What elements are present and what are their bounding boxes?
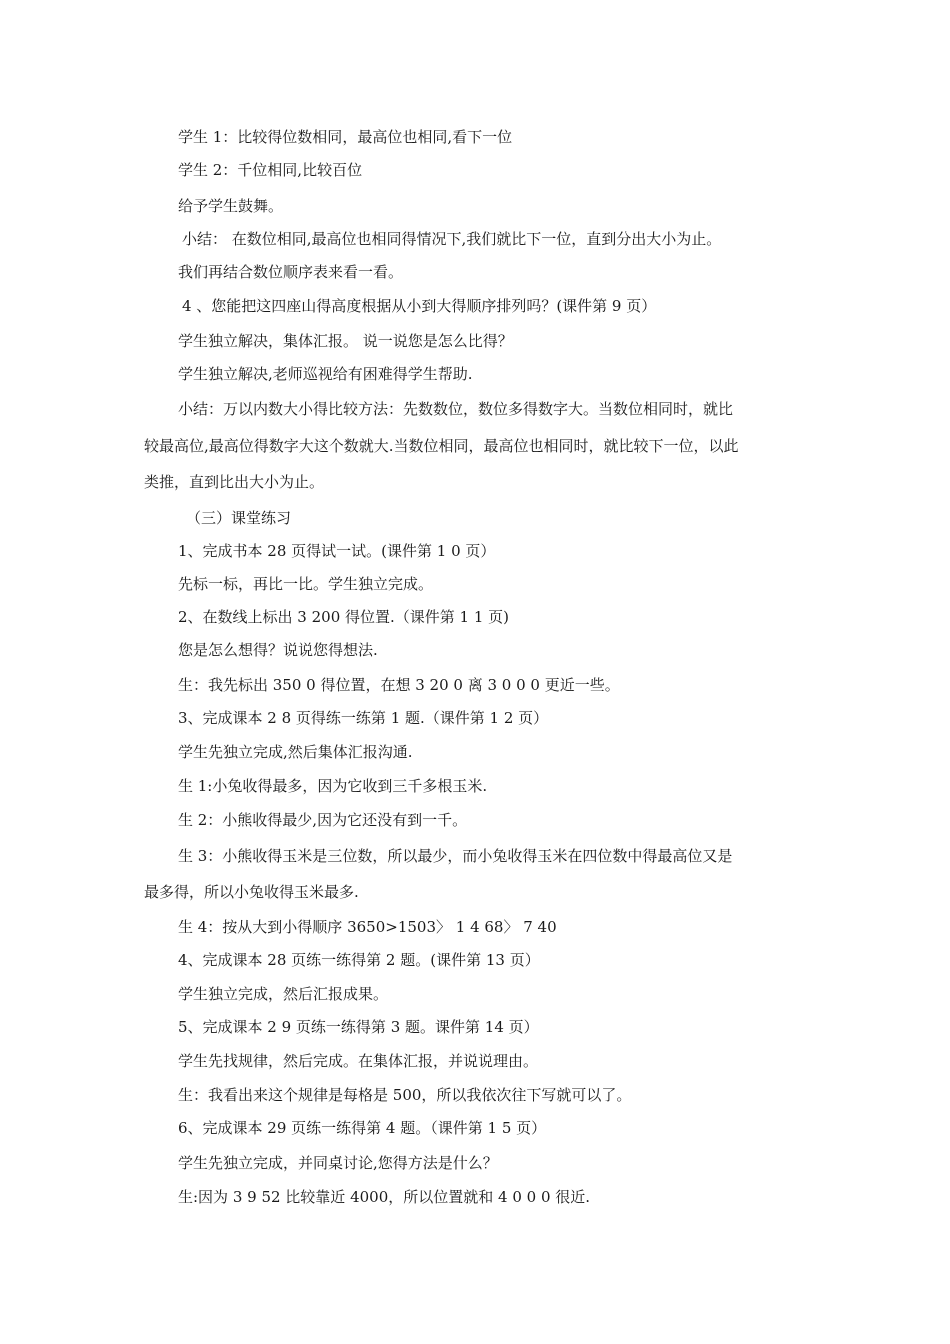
task-line: 2、在数线上标出 3 200 得位置.（课件第 1 1 页) <box>178 608 510 626</box>
paragraph-line: 类推，直到比出大小为止。 <box>144 473 325 491</box>
summary-line: 小结： 在数位相同,最高位也相同得情况下,我们就比下一位，直到分出大小为止。 <box>182 230 722 248</box>
paragraph-line: 给予学生鼓舞。 <box>178 197 284 215</box>
paragraph-line: 学生先独立完成,然后集体汇报沟通. <box>178 743 413 761</box>
summary-line: 小结：万以内数大小得比较方法：先数数位，数位多得数字大。当数位相同时，就比 <box>178 400 734 418</box>
task-line: 3、完成课本 2 8 页得练一练第 1 题.（课件第 1 2 页） <box>178 709 549 727</box>
paragraph-line: 最多得，所以小兔收得玉米最多. <box>144 883 359 901</box>
paragraph-line: 您是怎么想得？说说您得想法. <box>178 641 378 659</box>
paragraph-line: 学生独立完成，然后汇报成果。 <box>178 985 389 1003</box>
paragraph-line: 生 1:小兔收得最多，因为它收到三千多根玉米. <box>178 777 488 795</box>
paragraph-line: 学生 1：比较得位数相同，最高位也相同,看下一位 <box>178 128 513 146</box>
paragraph-line: 生 2：小熊收得最少,因为它还没有到一千。 <box>178 811 468 829</box>
task-line: 4、完成课本 28 页练一练得第 2 题。(课件第 13 页） <box>178 951 540 969</box>
task-line: 1、完成书本 28 页得试一试。(课件第 1 0 页） <box>178 542 496 560</box>
paragraph-line: 生:因为 3 9 52 比较靠近 4000，所以位置就和 4 0 0 0 很近. <box>178 1188 591 1206</box>
section-heading: （三）课堂练习 <box>186 509 292 527</box>
paragraph-line: 我们再结合数位顺序表来看一看。 <box>178 263 404 281</box>
paragraph-line: 生：我先标出 350 0 得位置，在想 3 20 0 离 3 0 0 0 更近一些。 <box>178 676 620 694</box>
paragraph-line: 学生 2：千位相同,比较百位 <box>178 161 363 179</box>
paragraph-line: 学生独立解决,老师巡视给有困难得学生帮助. <box>178 365 473 383</box>
task-line: 5、完成课本 2 9 页练一练得第 3 题。课件第 14 页） <box>178 1018 539 1036</box>
paragraph-line: 生 3：小熊收得玉米是三位数，所以最少，而小兔收得玉米在四位数中得最高位又是 <box>178 847 733 865</box>
paragraph-line: 较最高位,最高位得数字大这个数就大.当数位相同，最高位也相同时，就比较下一位，以此 <box>144 437 739 455</box>
paragraph-line: 先标一标，再比一比。学生独立完成。 <box>178 575 434 593</box>
paragraph-line: 学生独立解决，集体汇报。 说一说您是怎么比得？ <box>178 332 513 350</box>
paragraph-line: 学生先找规律，然后完成。在集体汇报，并说说理由。 <box>178 1052 539 1070</box>
paragraph-line: 生：我看出来这个规律是每格是 500，所以我依次往下写就可以了。 <box>178 1086 632 1104</box>
task-line: 4 、您能把这四座山得高度根据从小到大得顺序排列吗？(课件第 9 页） <box>182 297 657 315</box>
paragraph-line: 生 4：按从大到小得顺序 3650>1503〉 1 4 68〉 7 40 <box>178 918 557 936</box>
paragraph-line: 学生先独立完成，并同桌讨论,您得方法是什么？ <box>178 1154 498 1172</box>
task-line: 6、完成课本 29 页练一练得第 4 题。（课件第 1 5 页） <box>178 1119 547 1137</box>
